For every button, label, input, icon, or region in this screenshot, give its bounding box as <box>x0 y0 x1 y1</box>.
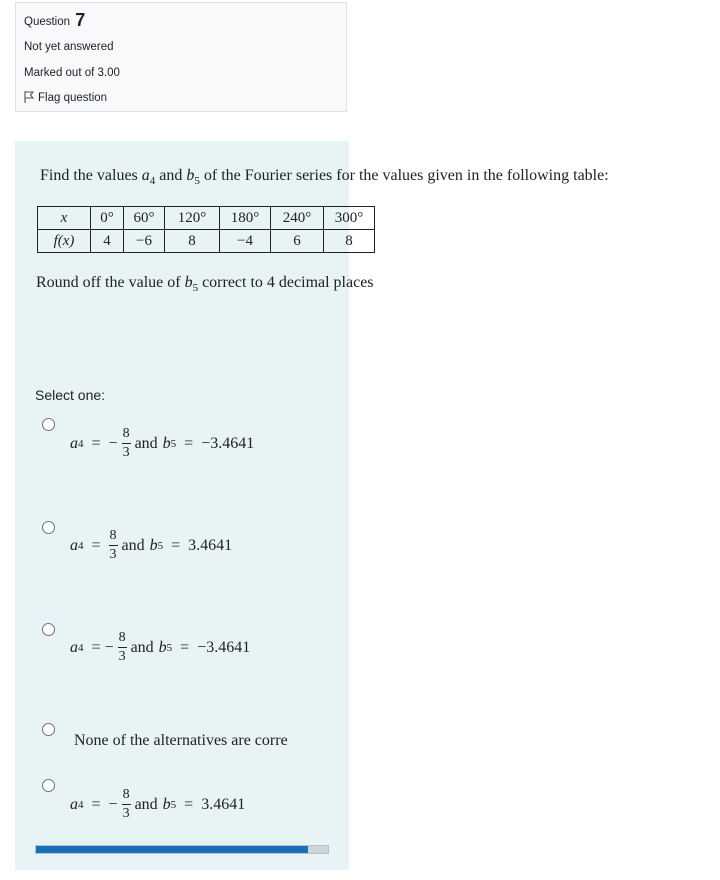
prompt-b-subscript: 5 <box>194 175 200 188</box>
prompt-text-2: of the Fourier series for the values given in the following table: <box>199 167 609 184</box>
table-row-x <box>38 207 375 230</box>
option-b-value: 3.4641 <box>201 795 246 813</box>
option-a-sign: − <box>108 795 118 813</box>
option-and: and <box>121 536 145 554</box>
option-1-radio[interactable] <box>42 418 55 431</box>
round-instruction <box>36 274 374 294</box>
option-a-symbol: a <box>70 638 78 656</box>
option-equals: = <box>180 638 190 656</box>
option-fraction <box>118 631 127 664</box>
round-text-1: Round off the value of <box>36 274 185 291</box>
table-cell: 300° <box>324 207 375 230</box>
table-cell: 0° <box>91 207 124 230</box>
option-b-symbol: b <box>158 638 167 656</box>
option-a-symbol: a <box>70 795 78 813</box>
option-equals: = <box>91 434 101 452</box>
option-equals: = <box>91 536 101 554</box>
option-a-symbol: a <box>70 434 78 452</box>
option-b-symbol: b <box>149 536 158 554</box>
question-info-box <box>15 2 347 112</box>
table-header-f: f(x) <box>38 230 91 253</box>
fraction-denominator: 3 <box>122 806 130 821</box>
option-b-value: −3.4641 <box>201 434 255 452</box>
question-marks: Marked out of 3.00 <box>24 67 120 79</box>
option-1-label[interactable] <box>70 427 254 460</box>
option-a-symbol: a <box>70 536 78 554</box>
option-fraction <box>122 788 131 821</box>
round-text-2: correct to 4 decimal places <box>198 274 374 291</box>
select-one-label: Select one: <box>35 387 106 403</box>
table-row-f <box>38 230 375 253</box>
option-b-subscript: 5 <box>166 641 173 654</box>
question-number-value: 7 <box>75 10 86 30</box>
table-cell: −4 <box>220 230 271 253</box>
option-fraction <box>109 529 118 562</box>
option-a-subscript: 4 <box>78 641 84 654</box>
flag-question-link[interactable] <box>24 91 107 104</box>
option-equals: = <box>91 638 101 656</box>
option-and: and <box>134 434 158 452</box>
option-and: and <box>134 795 158 813</box>
option-5-label[interactable] <box>70 788 245 821</box>
option-a-sign: − <box>108 434 118 452</box>
answer-status: Not yet answered <box>24 41 114 53</box>
option-a-sign: − <box>104 638 114 656</box>
option-b-value: −3.4641 <box>197 638 251 656</box>
table-header-x: x <box>38 207 91 230</box>
option-b-symbol: b <box>162 795 171 813</box>
table-cell: 180° <box>220 207 271 230</box>
fraction-numerator: 8 <box>122 427 131 444</box>
prompt-text-1: Find the values <box>40 167 142 184</box>
table-cell: 60° <box>124 207 165 230</box>
fraction-numerator: 8 <box>109 529 118 546</box>
fourier-values-table <box>37 206 375 253</box>
option-4-radio[interactable] <box>42 723 55 736</box>
fraction-denominator: 3 <box>109 547 117 562</box>
option-b-subscript: 5 <box>170 798 177 811</box>
prompt-and: and <box>155 167 187 184</box>
fraction-numerator: 8 <box>122 788 131 805</box>
flag-icon <box>24 91 34 103</box>
option-a-subscript: 4 <box>78 437 84 450</box>
option-equals: = <box>91 795 101 813</box>
option-4-label[interactable] <box>74 732 332 750</box>
option-b-symbol: b <box>162 434 171 452</box>
option-3-radio[interactable] <box>42 623 55 636</box>
option-2-label[interactable] <box>70 529 232 562</box>
round-b-symbol: b <box>184 274 193 291</box>
option-b-subscript: 5 <box>170 437 177 450</box>
option-5-radio[interactable] <box>42 779 55 792</box>
prompt-b-symbol: b <box>186 167 195 184</box>
question-label: Question <box>24 16 71 28</box>
option-4-text: None of the alternatives are corre <box>74 732 288 749</box>
prompt-a-subscript: 4 <box>149 175 156 188</box>
table-cell: 8 <box>165 230 220 253</box>
table-cell: 240° <box>271 207 324 230</box>
flag-question-label: Flag question <box>38 92 108 104</box>
fraction-numerator: 8 <box>118 631 127 648</box>
question-prompt <box>40 167 609 187</box>
option-2-radio[interactable] <box>42 521 55 534</box>
option-a-subscript: 4 <box>78 539 84 552</box>
fraction-denominator: 3 <box>118 649 126 664</box>
option-equals: = <box>171 536 181 554</box>
prompt-a-symbol: a <box>141 167 150 184</box>
option-fraction <box>122 427 131 460</box>
option-equals: = <box>184 434 194 452</box>
round-b-subscript: 5 <box>192 282 199 295</box>
option-a-subscript: 4 <box>78 798 84 811</box>
horizontal-scrollbar[interactable] <box>35 845 329 854</box>
option-b-value: 3.4641 <box>188 536 233 554</box>
fraction-denominator: 3 <box>122 445 130 460</box>
table-cell: 8 <box>324 230 375 253</box>
table-cell: −6 <box>124 230 165 253</box>
table-cell: 6 <box>271 230 324 253</box>
question-number <box>24 10 85 31</box>
scrollbar-thumb[interactable] <box>36 846 308 853</box>
table-cell: 120° <box>165 207 220 230</box>
option-and: and <box>130 638 154 656</box>
option-equals: = <box>184 795 194 813</box>
option-3-label[interactable] <box>70 631 250 664</box>
table-cell: 4 <box>91 230 124 253</box>
option-b-subscript: 5 <box>157 539 164 552</box>
